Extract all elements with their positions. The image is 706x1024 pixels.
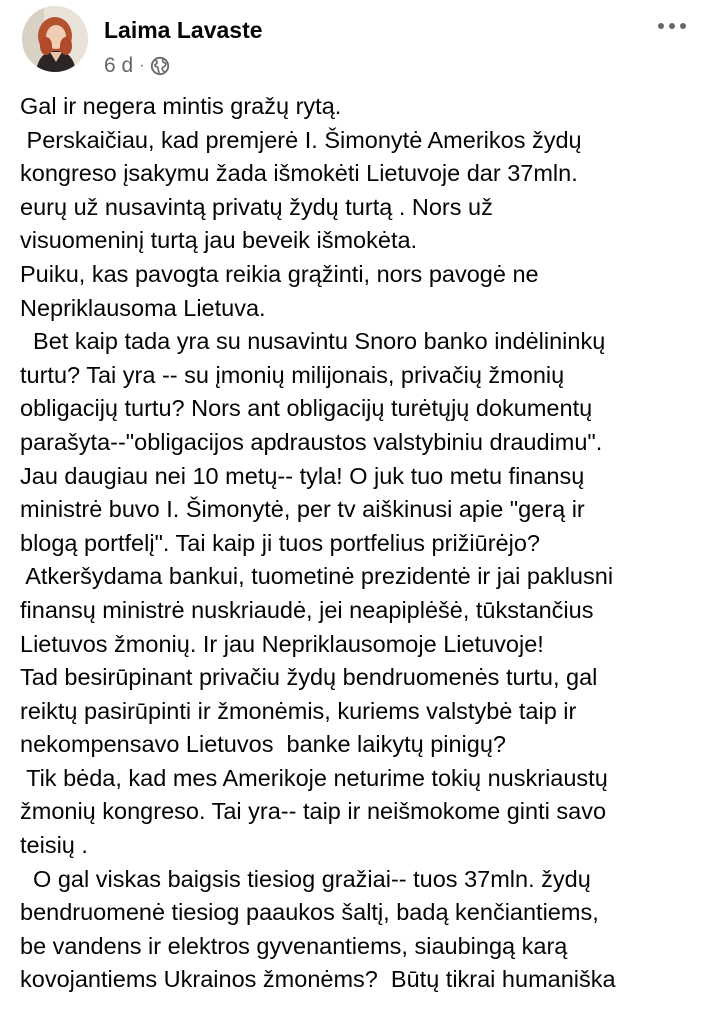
post-text-line: Tik bėda, kad mes Amerikoje neturime tokių nuskriaustų	[20, 764, 608, 791]
post-text-line: bendruomenė tiesiog paaukos šaltį, badą kenčiantiems,	[20, 899, 599, 926]
post-header	[0, 0, 706, 90]
post-text-line: Puiku, kas pavogta reikia grąžinti, nors pavogė ne	[20, 260, 539, 287]
post-text-line: ministrė buvo I. Šimonytė, per tv aiškinusi apie "gerą ir	[20, 496, 585, 523]
more-options-button[interactable]	[652, 12, 692, 40]
post-timestamp[interactable]: 6 d	[104, 54, 134, 77]
post-text-line: visuomeninį turtą jau beveik išmokėta.	[20, 227, 418, 254]
post-text-line: nekompensavo Lietuvos banke laikytų pinigų?	[20, 731, 506, 758]
post-text-line: Tad besirūpinant privačiu žydų bendruomenės turtu, gal	[20, 664, 598, 691]
post-text-line: Atkeršydama bankui, tuometinė prezidentė ir jai paklusni	[20, 563, 614, 590]
avatar[interactable]	[22, 6, 88, 72]
post-text-line: turtu? Tai yra -- su įmonių milijonais, privačių žmonių	[20, 361, 565, 388]
post-text-line: teisių .	[20, 832, 88, 859]
post-text-line: Lietuvos žmonių. Ir jau Nepriklausomoje Lietuvoje!	[20, 630, 544, 657]
post-text-line: Jau daugiau nei 10 metų-- tyla! O juk tuo metu finansų	[20, 462, 585, 489]
post-text-line: Bet kaip tada yra su nusavintu Snoro banko indėlininkų	[20, 328, 606, 355]
post-text-line: eurų už nusavintą privatų žydų turtą . Nors už	[20, 193, 493, 220]
avatar-photo	[22, 6, 88, 72]
post-text-line: blogą portfelį". Tai kaip ji tuos portfelius prižiūrėjo?	[20, 529, 540, 556]
post-meta	[104, 52, 170, 80]
post-text-line: žmonių kongreso. Tai yra-- taip ir neišmokome ginti savo	[20, 798, 607, 825]
post-text-line: reiktų pasirūpinti ir žmonėmis, kuriems valstybė taip ir	[20, 697, 577, 724]
more-options-icon	[657, 22, 687, 30]
post-text-line: kovojantiems Ukrainos žmonėms? Būtų tikrai humaniška	[20, 966, 616, 993]
post-text-line: O gal viskas baigsis tiesiog gražiai-- tuos 37mln. žydų	[20, 865, 591, 892]
post-text-line: parašyta--"obligacijos apdraustos valstybiniu draudimu".	[20, 428, 603, 455]
meta-separator: ·	[139, 57, 145, 74]
post-text-line: finansų ministrė nuskriaudė, jei neapiplėšė, tūkstančius	[20, 596, 594, 623]
post-text-line: Gal ir negera mintis gražų rytą.	[20, 93, 342, 119]
post-text-line: Nepriklausoma Lietuva.	[20, 294, 266, 321]
post-text-line: obligacijų turtu? Nors ant obligacijų turėtųjų dokumentų	[20, 395, 593, 422]
post-text	[20, 90, 696, 997]
author-name[interactable]: Laima Lavaste	[104, 17, 263, 43]
globe-icon[interactable]	[150, 56, 170, 76]
post-text-line: kongreso įsakymu žada išmokėti Lietuvoje dar 37mln.	[20, 160, 578, 187]
post-text-line: be vandens ir elektros gyvenantiems, siaubingą karą	[20, 932, 568, 959]
post-text-line: Perskaičiau, kad premjerė I. Šimonytė Amerikos žydų	[20, 126, 582, 153]
